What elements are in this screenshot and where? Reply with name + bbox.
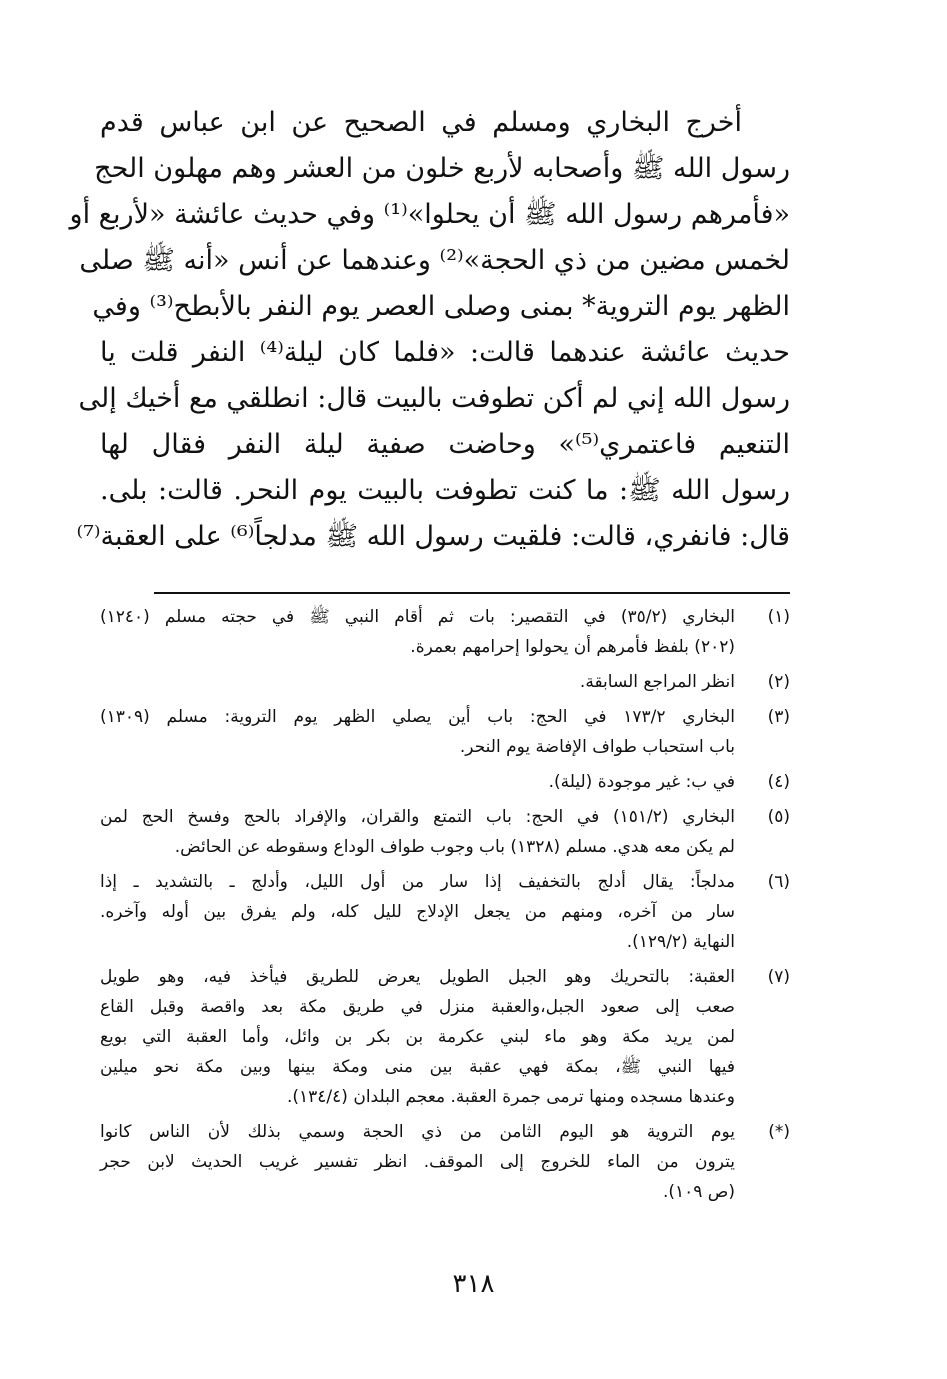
footnote-star: [100, 1117, 790, 1207]
body-line-9: رسول الله ﷺ: ما كنت تطوفت بالبيت يوم النحر. قالت: بلى.: [100, 475, 790, 506]
footnote-number: (٢): [767, 672, 790, 692]
footnote-line: لمن يريد مكة وهو ماء لبني عكرمة بن بكر بن وائل، وأما العقبة التي بويع: [100, 1027, 735, 1047]
body-line-3: «فأمرهم رسول الله ﷺ أن يحلوا»⁽¹⁾ وفي حديث عائشة «لأربع أو: [69, 199, 790, 230]
footnote-6: [100, 867, 790, 957]
footnote-number: (٣): [767, 707, 790, 727]
footnote-2: [100, 667, 790, 697]
body-line-10: قال: فانفري، قالت: فلقيت رسول الله ﷺ مدلجاً⁽⁶⁾ على العقبة⁽⁷⁾: [76, 521, 790, 552]
footnote-3: [100, 702, 790, 762]
body-line-2: رسول الله ﷺ وأصحابه لأربع خلون من العشر وهم مهلون الحج: [94, 153, 790, 184]
footnote-line: في ب: غير موجودة (ليلة).: [548, 772, 735, 792]
footnote-line: انظر المراجع السابقة.: [579, 672, 735, 692]
footnote-line: يترون من الماء للخروج إلى الموقف. انظر تفسير غريب الحديث لابن حجر: [100, 1152, 735, 1172]
body-line-1: أخرج البخاري ومسلم في الصحيح عن ابن عباس قدم: [100, 107, 742, 138]
footnotes: [100, 602, 790, 1212]
body-line-4: لخمس مضين من ذي الحجة»⁽²⁾ وعندهما عن أنس «أنه ﷺ صلى: [79, 245, 790, 276]
footnote-line: لم يكن معه هدي. مسلم (١٣٢٨) باب وجوب طواف الوداع وسقوطه عن الحائض.: [174, 837, 735, 857]
footnote-number: (٤): [767, 772, 790, 792]
footnote-line: وعندها مسجده ومنها ترمى جمرة العقبة. معجم البلدان (١٣٤/٤).: [286, 1087, 735, 1107]
footnote-7: [100, 962, 790, 1112]
footnote-line: البخاري (٣٥/٢) في التقصير: بات ثم أقام النبي ﷺ في حجته مسلم (١٢٤٠): [100, 607, 735, 627]
footnote-line: البخاري (١٥١/٢) في الحج: باب التمتع والقران، والإفراد بالحج وفسخ الحج لمن: [100, 807, 735, 827]
main-text: [69, 100, 790, 560]
footnote-line: باب استحباب طواف الإفاضة يوم النحر.: [459, 737, 735, 757]
footnote-4: [100, 767, 790, 797]
footnote-line: (ص ١٠٩).: [662, 1182, 735, 1202]
footnote-line: صعب إلى صعود الجبل،والعقبة منزل في طريق مكة بعد واقصة وقبل القاع: [100, 997, 735, 1017]
body-line-6: حديث عائشة عندهما قالت: «فلما كان ليلة⁽⁴⁾ النفر قلت يا: [100, 337, 790, 368]
footnote-number: (*): [768, 1122, 790, 1142]
footnote-1: [100, 602, 790, 662]
footnote-line: فيها النبي ﷺ، بمكة فهي عقبة بين منى ومكة بينها وبين مكة نحو ميلين: [100, 1057, 735, 1077]
body-line-8: التنعيم فاعتمري⁽⁵⁾» وحاضت صفية ليلة النفر فقال لها: [100, 429, 790, 460]
footnote-5: [100, 802, 790, 862]
footnote-separator: [154, 592, 790, 594]
footnote-line: البخاري ١٧٣/٢ في الحج: باب أين يصلي الظهر يوم التروية: مسلم (١٣٠٩): [100, 707, 735, 727]
footnote-line: مدلجاً: يقال أدلج بالتخفيف إذا سار من أول الليل، وأدلج ـ بالتشديد ـ إذا: [100, 872, 735, 892]
page-number: ٣١٨: [452, 1269, 495, 1299]
footnote-number: (٧): [767, 967, 790, 987]
body-line-7: رسول الله إني لم أكن تطوفت بالبيت قال: انطلقي مع أخيك إلى: [78, 383, 790, 414]
footnote-number: (١): [767, 607, 790, 627]
footnote-line: العقبة: بالتحريك وهو الجبل الطويل يعرض للطريق فيأخذ فيه، وهو طويل: [100, 967, 735, 987]
body-line-5: الظهر يوم التروية* بمنى وصلى العصر يوم النفر بالأبطح⁽³⁾ وفي: [92, 291, 790, 322]
footnote-line: يوم التروية هو اليوم الثامن من ذي الحجة وسمي بذلك لأن الناس كانوا: [100, 1122, 735, 1142]
footnote-line: (٢٠٢) بلفظ فأمرهم أن يحولوا إحرامهم بعمرة.: [410, 637, 735, 657]
footnote-number: (٥): [767, 807, 790, 827]
footnote-line: النهاية (١٢٩/٢).: [626, 932, 735, 952]
footnote-line: سار من آخره، ومنهم من يجعل الإدلاج لليل كله، ولم يفرق بين أوله وآخره.: [100, 902, 735, 922]
footnote-number: (٦): [767, 872, 790, 892]
